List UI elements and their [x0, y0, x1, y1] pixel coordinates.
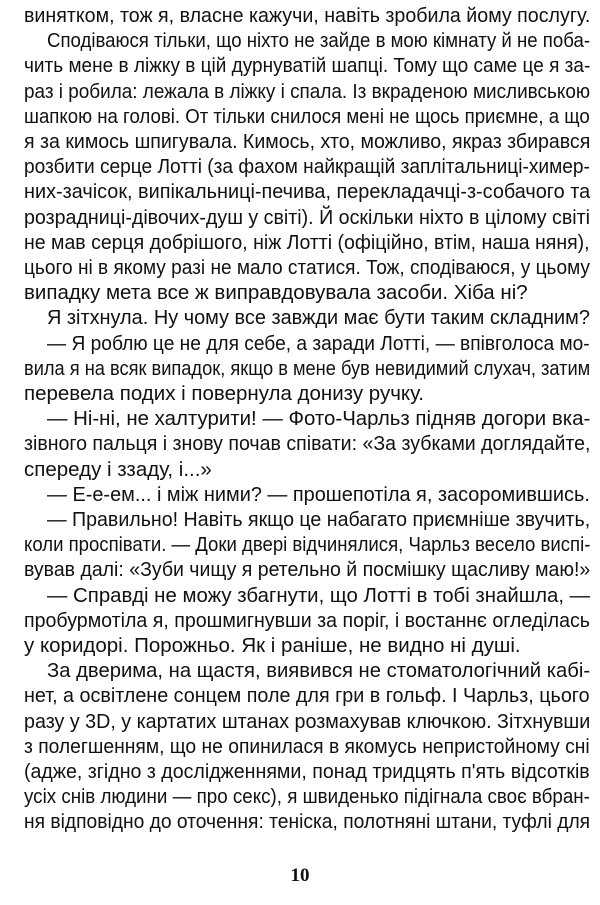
text-line: За дверима, на щастя, виявився не стоматологічний кабі-	[47, 659, 591, 683]
text-line: спереду і ззаду, і...»	[24, 457, 212, 481]
text-line: раз і робила: лежала в ліжку і спала. Із вкраденою мисливською	[24, 79, 591, 103]
text-line: — Правильно! Навіть якщо це набагато приємніше звучить,	[47, 508, 591, 531]
text-line: не мав серця добрішого, ніж Лотті (офіційно, втім, наша няня),	[24, 230, 590, 254]
text-line: винятком, тож я, власне кажучи, навіть зробила йому послугу.	[24, 4, 591, 27]
text-line: (адже, згідно з дослідженнями, понад тридцять п'ять відсотків	[24, 760, 590, 783]
text-line: пробурмотіла я, прошмигнувши за поріг, і востаннє огледілась	[24, 608, 590, 632]
text-line: зівного пальця і знову почав співати: «За зубками доглядайте,	[24, 432, 591, 456]
text-line: нет, а освітлене сонцем поле для гри в гольф. І Чарльз, цього	[24, 684, 590, 708]
text-line: вував далі: «Зуби чищу я ретельно й посмішку щасливу маю!»	[24, 558, 591, 582]
text-line: — Справді не можу збагнути, що Лотті в тобі знайшла, —	[47, 583, 591, 607]
text-line: я за кимось шпигувала. Кимось, хто, можливо, якраз збирався	[24, 130, 591, 153]
text-line: Я зітхнула. Ну чому все завжди має бути таким складним?	[47, 306, 590, 330]
text-line: Сподіваюся тільки, що ніхто не зайде в мою кімнату й не поба-	[47, 29, 591, 53]
text-line: чить мене в ліжку в цій дурнуватій шапці. Тому що саме це я за-	[24, 54, 591, 78]
text-line: них-зачісок, випікальниці-печива, перекладачці-з-собачого та	[24, 180, 591, 204]
text-line: — Ні-ні, не халтурити! — Фото-Чарльз підняв догори вка-	[47, 407, 591, 431]
text-line: усіх снів людини — про секс), я швиденько підігнала своє вбран-	[24, 785, 590, 809]
text-line: ня відповідно до оточення: теніска, полотняні штани, туфлі для	[24, 810, 591, 834]
text-line: перевела подих і повернула донизу ручку.	[24, 382, 424, 405]
text-line: шапкою на голові. От тільки снилося мені не щось приємне, а що	[24, 104, 590, 128]
text-line: — Е-е-ем... і між ними? — прошепотіла я, засоромившись.	[47, 482, 590, 506]
text-line: з полегшенням, що не опинилася в якомусь непристойному сні	[24, 734, 590, 758]
text-line: розрадниці-дівочих-душ у світі). Й оскільки ніхто в цілому світі	[24, 205, 591, 229]
text-line: разу у 3D, у картатих штанах розмахував ключкою. Зітхнувши	[24, 709, 591, 733]
text-line: у коридорі. Порожньо. Як і раніше, не видно ні душі.	[24, 634, 521, 657]
text-line: коли проспівати. — Доки двері відчинялися, Чарльз весело виспі-	[24, 533, 591, 557]
text-line: цього ні в якому разі не мало статися. Тож, сподіваюся, у цьому	[24, 256, 590, 279]
text-line: вила я на всяк випадок, якщо в мене був невидимий слухач, затим	[24, 356, 591, 380]
text-line: випадку мета все ж виправдовувала засоби. Хіба ні?	[24, 281, 528, 305]
text-line: розбити серце Лотті (за фахом найкращій заплітальниці-химер-	[24, 155, 590, 179]
page-number: 10	[290, 865, 310, 886]
text-line: — Я роблю це не для себе, а заради Лотті, — впівголоса мо-	[47, 331, 590, 355]
